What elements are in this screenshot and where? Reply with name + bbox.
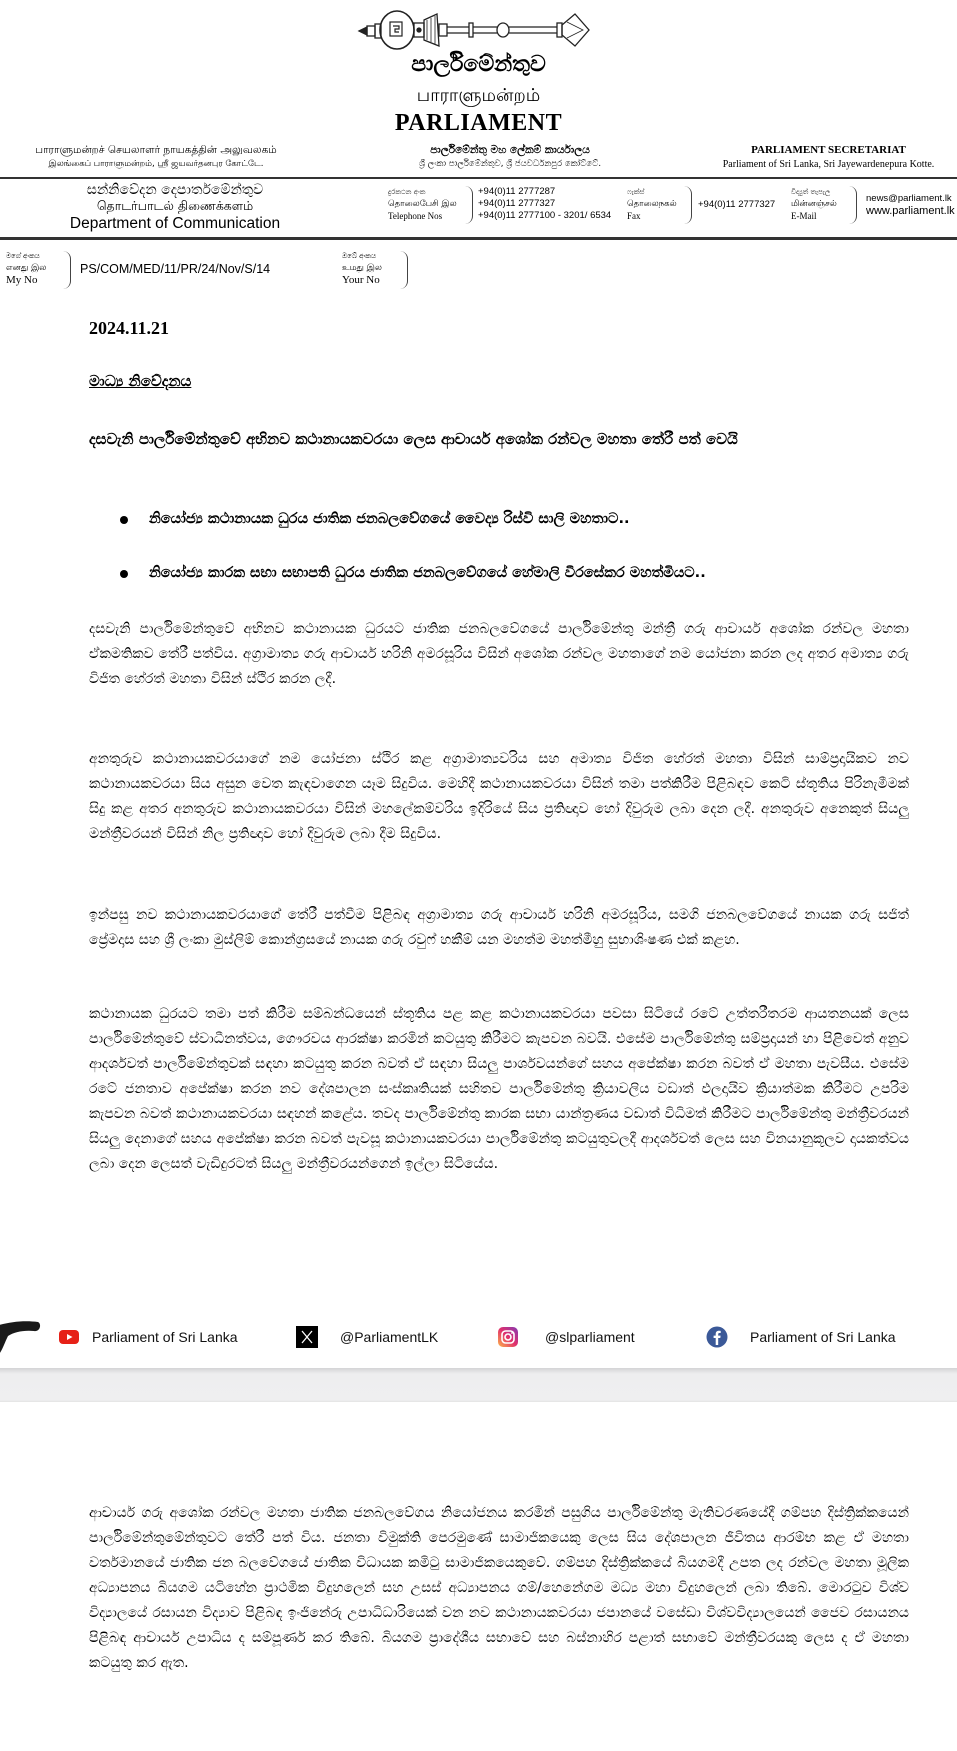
my-no-label-en: My No — [6, 274, 38, 286]
email-label-si: විද්‍යුත් තැපැල — [791, 188, 831, 196]
brace-divider — [400, 251, 408, 289]
my-no-label-si: මගේ අංකය — [6, 252, 40, 260]
bullet-icon — [120, 570, 128, 578]
highlight-item — [89, 505, 909, 559]
title-sinhala: පාර්ලිමේන්තුව — [411, 52, 546, 77]
fax-label-si: ෆැක්ස් — [627, 188, 645, 196]
org-tamil-address: இலங்கைப் பாராளுமன்றம், ஸ்ரீ ஜயவர்தனபுர கோட்டே. — [48, 159, 264, 169]
org-sinhala-address: ශ්‍රී ලංකා පාර්ලිමේන්තුව, ශ්‍රී ජයවර්ධනපුර කෝට්ටේ. — [418, 159, 602, 169]
org-tamil-name: பாராளுமன்றச் செயலாளர் நாயகத்தின் அலுவலகம் — [35, 144, 277, 156]
body-paragraph: දසවැනි පාර්ලිමේන්තුවේ අභිනව කථානායක ධුරයට ජාතික ජනබලවේගයේ පාර්ලිමේන්තු මන්ත්‍රී ගරු ආචාර්ය අශෝක රන්වල මහතා ඒකමතිකව තේරී පත්විය. අග්‍රාමාත්‍ය ගරු ආචාර්ය හරිනි අමරසූරිය විසින් අශෝක රන්වල මහතාගේ නම යෝජනා කරන ලද අතර අමාත්‍ය ගරු විජිත හේරත් මහතා විසින් ස්ථිර කරන ලදී. — [89, 621, 909, 687]
telephone-labels — [388, 186, 457, 222]
your-no-label-en: Your No — [342, 274, 380, 286]
brace-divider — [849, 186, 857, 224]
brace-divider — [63, 251, 71, 289]
highlight-text: නියෝජ්‍ය කථානායක ධුරය ජාතික ජනබලවේගයේ වෛද්‍ය රිස්වි සාලි මහතාට.. — [149, 511, 630, 527]
telephone-label-si: දුරකථන අංක — [388, 188, 426, 196]
org-english-address: Parliament of Sri Lanka, Sri Jayewardenepura Kotte. — [722, 159, 935, 170]
department-sinhala: සන්නිවේදන දෙපාර්තමේන්තුව — [86, 182, 264, 198]
org-tamil — [6, 144, 306, 170]
email-values — [866, 193, 955, 217]
youtube-link[interactable] — [58, 1324, 238, 1350]
your-no-labels — [342, 250, 382, 286]
facebook-label: Parliament of Sri Lanka — [750, 1329, 896, 1345]
title-tamil: பாராளுமன்றம் — [416, 85, 541, 106]
email-link[interactable]: news@parliament.lk — [866, 193, 952, 204]
brace-divider — [684, 186, 692, 224]
fax-number: +94(0)11 2777327 — [698, 199, 776, 210]
telephone-values — [478, 186, 611, 222]
instagram-link[interactable] — [497, 1324, 635, 1350]
youtube-icon — [58, 1326, 80, 1348]
x-link[interactable] — [296, 1324, 438, 1350]
my-no-label-ta: எனது இல — [6, 263, 47, 273]
reference-number: PS/COM/MED/11/PR/24/Nov/S/14 — [80, 262, 271, 276]
department-english: Department of Communication — [69, 215, 281, 232]
email-label-en: E-Mail — [791, 211, 817, 221]
department-tamil: தொடர்பாடல் திணைக்களம் — [96, 198, 254, 213]
my-no-labels — [6, 250, 46, 286]
youtube-label: Parliament of Sri Lanka — [92, 1329, 238, 1345]
website-link[interactable]: www.parliament.lk — [866, 205, 955, 217]
x-label: @ParliamentLK — [340, 1329, 439, 1345]
instagram-icon — [497, 1326, 519, 1348]
email-label-ta: மின்னஞ்சல் — [791, 199, 837, 209]
brush-stroke-decoration — [0, 1312, 46, 1364]
media-release-label: මාධ්‍ය නිවේදනය — [89, 372, 192, 390]
body-paragraph: ආචාර්ය ගරු අශෝක රන්වල මහතා ජාතික ජනබලවේගය නියෝජනය කරමින් පසුගිය පාර්ලිමේන්තු මැතිවරණයේදී ගම්පහ දිස්ත්‍රික්කයෙන් පාර්ලිමේන්තුමේන්තුවට තේරී පත් විය. ජනතා විමුක්ති පෙරමුණේ සාමාජිකයෙකු ලෙස සිය දේශපාලන ජීවිතය ආරම්භ කළ ඒ මහතා වර්තමානයේ ජාතික ජන බලවේගයේ ජාතික විධායක කමිටු සාමාජිකයෙකුවේ. ගම්පහ දිස්ත්‍රික්කයේ බියගමදී උපත ලද රන්වල මහතා මූලික අධ්‍යාපනය බියගම යටිහේන ප්‍රාථමික විදුහලෙන් සහ උසස් අධ්‍යාපනය ගම්/හෙනේගම මධ්‍ය මහා විදුහලෙන් ලබා තිබේ. මොරටුව විශ්ව විද්‍යාලයේ රසායන විද්‍යාව පිළිබඳ ඉංජිනේරු උපාධිධාරියෙක් වන නව කථානායකවරයා ජපානයේ වසේඩා විශ්වවිද්‍යාලයෙන් ජෛව රසායනය පිළිබඳ ආචාර්ය උපාධිය ද සම්පූර්ණ කර තිබේ. බියගම ප්‍රාදේශීය සභාවේ සහ බස්නාහිර පළාත් සභාවේ මන්ත්‍රීවරයකු ලෙස ද ඒ මහතා කටයුතු කර ඇත. — [89, 1505, 909, 1671]
parliament-mace-icon — [357, 8, 600, 52]
x-icon — [296, 1326, 318, 1348]
highlight-item — [89, 559, 909, 613]
page-separator — [0, 1368, 957, 1402]
document-page-2 — [0, 1402, 957, 1751]
body-paragraph: කථානායක ධුරයට තමා පත් කිරීම සම්බන්ධයෙන් ස්තූතිය පළ කළ කථානායකවරයා පවසා සිටියේ රටේ උත්තරීතරම ආයතනයක් ලෙස පාර්ලිමේන්තුවේ ස්වාධීනත්වය, ගෞරවය ආරක්ෂා කරමින් කටයුතු කිරීමට කැපවන බවයි. එසේම පාර්ලිමේන්තු සම්ප්‍රදායන් හා පිළිවෙත් අනුව ආදර්ශවත් පාර්ලිමේන්තුවක් සඳහා කටයුතු කරන බවත් ඒ සඳහා සියලු පාර්ශවයන්ගේ සහය අපේක්ෂා කරන බවත් ඒ මහතා පැවසීය. එසේම රටේ ජනතාව අපේක්ෂා කරන නව දේශපාලන සංස්කෘතියක් සහිතව පාර්ලිමේන්තු ක්‍රියාවලිය වඩාත් ඵලදායිව ක්‍රියාත්මක කිරීමට උපරිම කැපවන බවත් කථානායකවරයා සඳහන් කළේය. තවද පාර්ලිමේන්තු කාරක සභා යාන්ත්‍රණය වඩාත් විධිමත් කිරීමට පාර්ලිමේන්තු මන්ත්‍රීවරයන් සියලු දෙනාගේ සහය අපේක්ෂා කරන බවත් පැවසූ කථානායකවරයා පාර්ලිමේන්තු කටයුතුවලදී ආදර්ශවත් ලෙස සහ විනයානුකූලව දායකත්වය ලබා දෙන ලෙසත් වැඩිදුරටත් සියලු මන්ත්‍රීවරයන්ගෙන් ඉල්ලා සිටියේය. — [89, 1006, 909, 1172]
org-english — [700, 144, 957, 170]
highlight-text: නියෝජ්‍ය කාරක සභා සභාපති ධුරය ජාතික ජනබලවේගයේ හේමාලි වීරසේකර මහත්මියට.. — [149, 565, 706, 581]
brace-divider — [465, 186, 473, 224]
org-sinhala — [360, 144, 660, 169]
telephone-number: +94(0)11 2777100 - 3201/ 6534 — [478, 210, 612, 221]
social-links-bar — [0, 1324, 957, 1350]
bullet-icon — [120, 516, 128, 524]
release-date: 2024.11.21 — [89, 318, 170, 338]
contact-divider — [0, 237, 957, 240]
org-english-name: PARLIAMENT SECRETARIAT — [751, 144, 906, 156]
telephone-label-en: Telephone Nos — [388, 211, 443, 221]
your-no-label-si: ඔබේ අංකය — [342, 252, 376, 260]
telephone-number: +94(0)11 2777327 — [478, 198, 556, 209]
facebook-icon — [706, 1326, 728, 1348]
instagram-label: @slparliament — [545, 1329, 635, 1345]
fax-label-en: Fax — [627, 211, 641, 221]
facebook-link[interactable] — [706, 1324, 896, 1350]
header-divider — [0, 177, 957, 179]
title-english: PARLIAMENT — [394, 110, 563, 136]
email-labels — [791, 186, 837, 222]
fax-value — [698, 199, 775, 211]
telephone-label-ta: தொலைபேசி இல — [388, 199, 457, 209]
telephone-number: +94(0)11 2777287 — [478, 186, 556, 197]
fax-labels — [627, 186, 677, 222]
org-sinhala-name: පාර්ලිමේන්තු මහ ලේකම් කාර්යාලය — [430, 144, 590, 156]
department-block — [60, 182, 290, 233]
your-no-label-ta: உமது இல — [342, 263, 382, 273]
highlights-list — [89, 505, 909, 613]
fax-label-ta: தொலைநகல் — [627, 199, 677, 209]
body-paragraph: ඉන්පසු නව කථානායකවරයාගේ තේරී පත්වීම පිළිබඳ අග්‍රාමාත්‍ය ගරු ආචාර්ය හරිනි අමරසූරිය, සමගි ජනබලවේගයේ නායක ගරු සජිත් ප්‍රේමදාස සහ ශ්‍රී ලංකා මුස්ලිම් කොන්ග්‍රසයේ නායක ගරු රවුෆ් හකීම් යන මහත්ම මහත්මීහු සුභාශිංෂණ එක් කළහ. — [89, 907, 909, 948]
body-paragraph: අනතුරුව කථානායකවරයාගේ නම යෝජනා ස්ථිර කළ අග්‍රාමාත්‍යවරිය සහ අමාත්‍ය විජිත හේරත් මහතා විසින් සාම්ප්‍රදායිකව නව කථානායකවරයා සිය අසුන වෙත කැඳවාගෙන යෑම සිදුවිය. මෙහිදී කථානායකවරයා විසින් තමා පත්කිරීම පිළිබඳව කෙටි ස්තූතිය පිරිනැමීමක් සිදු කළ අතර අනතුරුව කථානායකවරයා විසින් මහලේකම්වරිය ඉදිරියේ සිය ප්‍රතිඥාව හෝ දිවුරුම ලබා දෙන ලදී. අනතුරුව අනෙකුත් සියලු මන්ත්‍රීවරයන් විසින් නිල ප්‍රතිඥාව හෝ දිවුරුම ලබා දීම සිදුවිය. — [89, 751, 909, 842]
headline: දසවැනි පාර්ලිමේන්තුවේ අභිනව කථානායකවරයා ලෙස ආචාර්ය අශෝක රන්වල මහතා තේරී පත් වෙයි — [89, 430, 738, 448]
